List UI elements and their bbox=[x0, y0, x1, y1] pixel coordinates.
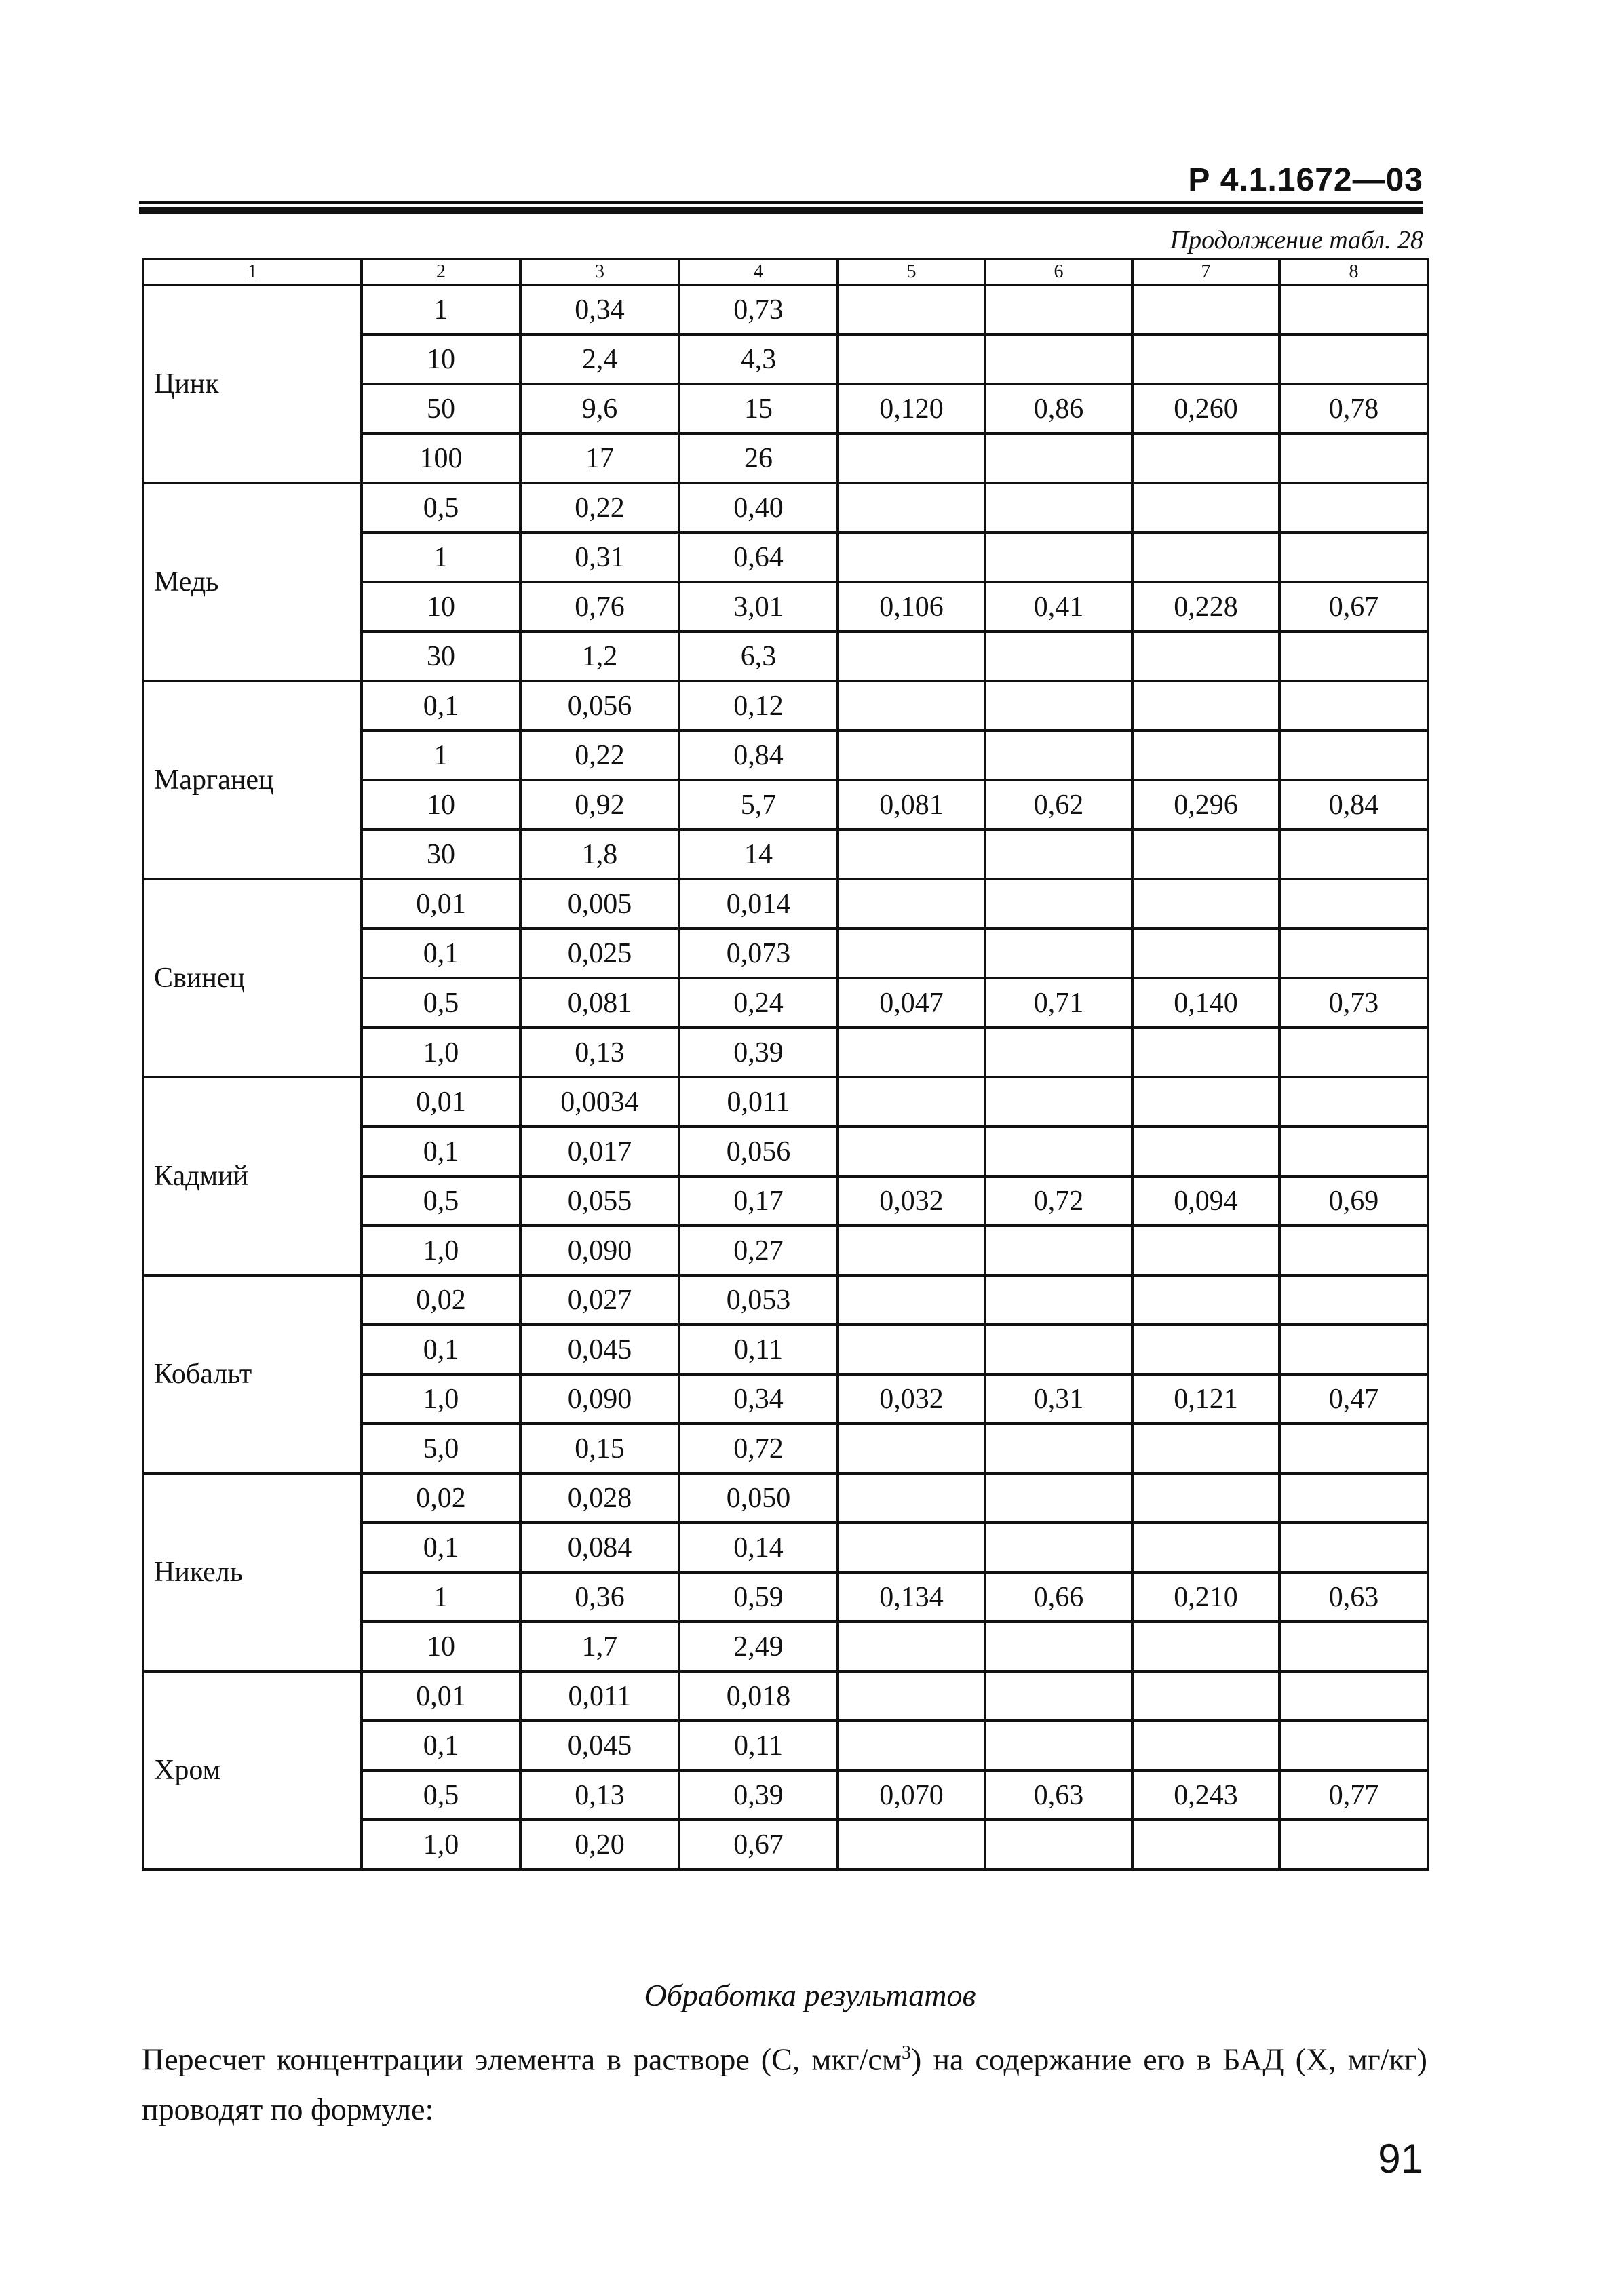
table-cell: 1,8 bbox=[520, 830, 679, 879]
table-cell bbox=[838, 1325, 985, 1374]
table-cell bbox=[838, 1671, 985, 1721]
table-cell: 1 bbox=[362, 285, 520, 334]
table-cell bbox=[1279, 334, 1428, 384]
table-cell: 0,41 bbox=[985, 582, 1132, 631]
table-cell: 0,056 bbox=[679, 1127, 838, 1176]
table-cell: 0,134 bbox=[838, 1572, 985, 1622]
table-cell: 0,22 bbox=[520, 731, 679, 780]
table-cell: 1 bbox=[362, 1572, 520, 1622]
table-cell: 0,014 bbox=[679, 879, 838, 929]
table-cell bbox=[1132, 631, 1279, 681]
table-cell bbox=[1279, 1523, 1428, 1572]
table-cell: 2,4 bbox=[520, 334, 679, 384]
table-cell bbox=[1279, 483, 1428, 532]
table-cell bbox=[1279, 532, 1428, 582]
column-number-header: 3 bbox=[520, 259, 679, 285]
table-cell: 0,5 bbox=[362, 978, 520, 1028]
table-cell bbox=[985, 1275, 1132, 1325]
table-cell: 0,070 bbox=[838, 1770, 985, 1820]
table-cell: 0,260 bbox=[1132, 384, 1279, 433]
table-cell: 0,72 bbox=[985, 1176, 1132, 1226]
table-cell: 0,094 bbox=[1132, 1176, 1279, 1226]
table-cell bbox=[838, 1226, 985, 1275]
table-cell: 0,31 bbox=[520, 532, 679, 582]
table-cell bbox=[838, 631, 985, 681]
table-cell: 0,028 bbox=[520, 1473, 679, 1523]
table-cell: 0,045 bbox=[520, 1721, 679, 1770]
table-cell: 0,027 bbox=[520, 1275, 679, 1325]
table-cell: 0,20 bbox=[520, 1820, 679, 1869]
table-cell bbox=[1132, 830, 1279, 879]
table-cell: 4,3 bbox=[679, 334, 838, 384]
table-cell: 100 bbox=[362, 433, 520, 483]
table-cell: 0,0034 bbox=[520, 1077, 679, 1127]
column-number-header: 2 bbox=[362, 259, 520, 285]
table-cell: 0,01 bbox=[362, 879, 520, 929]
table-cell: 1,0 bbox=[362, 1226, 520, 1275]
table-cell bbox=[1279, 285, 1428, 334]
table-cell bbox=[985, 1820, 1132, 1869]
table-cell: 0,31 bbox=[985, 1374, 1132, 1424]
table-cell bbox=[985, 1523, 1132, 1572]
table-cell bbox=[1279, 879, 1428, 929]
table-cell: 30 bbox=[362, 830, 520, 879]
table-row bbox=[143, 681, 1428, 731]
table-cell: 0,121 bbox=[1132, 1374, 1279, 1424]
table-cell: 0,66 bbox=[985, 1572, 1132, 1622]
table-cell: 1,0 bbox=[362, 1374, 520, 1424]
column-number-header: 1 bbox=[143, 259, 362, 285]
table-cell: 0,11 bbox=[679, 1325, 838, 1374]
table-cell: 26 bbox=[679, 433, 838, 483]
table-cell bbox=[1132, 1226, 1279, 1275]
superscript-3: 3 bbox=[901, 2042, 911, 2063]
table-cell: 0,76 bbox=[520, 582, 679, 631]
table-cell bbox=[985, 1424, 1132, 1473]
table-cell: 0,032 bbox=[838, 1374, 985, 1424]
element-name-cell: Хром bbox=[143, 1671, 362, 1869]
table-cell: 0,39 bbox=[679, 1028, 838, 1077]
table-cell bbox=[838, 285, 985, 334]
table-cell: 14 bbox=[679, 830, 838, 879]
table-cell: 0,34 bbox=[679, 1374, 838, 1424]
table-cell: 0,86 bbox=[985, 384, 1132, 433]
table-cell: 0,72 bbox=[679, 1424, 838, 1473]
table-cell bbox=[1132, 1622, 1279, 1671]
table-cell: 0,1 bbox=[362, 1325, 520, 1374]
table-cell: 0,73 bbox=[1279, 978, 1428, 1028]
data-table bbox=[142, 258, 1429, 1871]
table-cell: 0,073 bbox=[679, 929, 838, 978]
table-cell: 0,084 bbox=[520, 1523, 679, 1572]
table-cell bbox=[1279, 1622, 1428, 1671]
table-cell: 0,12 bbox=[679, 681, 838, 731]
table-row bbox=[143, 1077, 1428, 1127]
table-cell bbox=[985, 731, 1132, 780]
table-cell bbox=[1279, 1820, 1428, 1869]
table-cell bbox=[1279, 1721, 1428, 1770]
table-cell bbox=[985, 483, 1132, 532]
table-cell bbox=[1132, 1275, 1279, 1325]
table-cell bbox=[838, 334, 985, 384]
paragraph-text-start: Пересчет концентрации элемента в растворе (С, мкг/см bbox=[142, 2042, 902, 2077]
table-cell: 0,1 bbox=[362, 929, 520, 978]
table-cell bbox=[838, 532, 985, 582]
element-name-cell: Никель bbox=[143, 1473, 362, 1671]
table-cell bbox=[838, 1523, 985, 1572]
table-cell bbox=[1132, 681, 1279, 731]
table-cell: 0,011 bbox=[679, 1077, 838, 1127]
table-cell: 0,15 bbox=[520, 1424, 679, 1473]
table-cell: 0,5 bbox=[362, 483, 520, 532]
table-cell: 0,59 bbox=[679, 1572, 838, 1622]
table-cell: 0,02 bbox=[362, 1275, 520, 1325]
table-cell: 9,6 bbox=[520, 384, 679, 433]
table-cell bbox=[1279, 1275, 1428, 1325]
table-cell bbox=[1279, 1127, 1428, 1176]
table-cell bbox=[838, 1077, 985, 1127]
table-row bbox=[143, 879, 1428, 929]
table-row bbox=[143, 1671, 1428, 1721]
document-code: Р 4.1.1672—03 bbox=[1188, 162, 1423, 198]
table-cell: 0,84 bbox=[679, 731, 838, 780]
column-number-header: 5 bbox=[838, 259, 985, 285]
table-cell bbox=[985, 681, 1132, 731]
table-cell: 0,47 bbox=[1279, 1374, 1428, 1424]
table-cell: 10 bbox=[362, 1622, 520, 1671]
table-cell bbox=[1132, 334, 1279, 384]
table-continuation-label: Продолжение табл. 28 bbox=[1170, 226, 1423, 254]
table-cell bbox=[1279, 1226, 1428, 1275]
table-cell bbox=[1132, 1127, 1279, 1176]
table-cell: 0,63 bbox=[1279, 1572, 1428, 1622]
table-cell: 3,01 bbox=[679, 582, 838, 631]
table-cell: 0,64 bbox=[679, 532, 838, 582]
table-cell bbox=[985, 1028, 1132, 1077]
table-cell bbox=[1132, 532, 1279, 582]
paragraph-text-end: ) на содержание его в БАД (X, мг/кг) проводят по формуле: bbox=[142, 2042, 1427, 2127]
table-cell: 0,1 bbox=[362, 1127, 520, 1176]
table-cell bbox=[838, 1820, 985, 1869]
table-cell bbox=[1132, 1028, 1279, 1077]
table-cell: 0,056 bbox=[520, 681, 679, 731]
table-cell: 0,090 bbox=[520, 1374, 679, 1424]
element-name-cell: Кобальт bbox=[143, 1275, 362, 1473]
table-row bbox=[143, 483, 1428, 532]
table-cell bbox=[1279, 1473, 1428, 1523]
table-cell: 1,2 bbox=[520, 631, 679, 681]
table-cell: 10 bbox=[362, 582, 520, 631]
table-cell: 0,032 bbox=[838, 1176, 985, 1226]
table-cell bbox=[1279, 433, 1428, 483]
table-cell: 0,27 bbox=[679, 1226, 838, 1275]
table-cell bbox=[838, 681, 985, 731]
table-cell bbox=[1132, 1721, 1279, 1770]
table-cell bbox=[985, 285, 1132, 334]
table-cell bbox=[1132, 1325, 1279, 1374]
table-cell: 0,84 bbox=[1279, 780, 1428, 830]
table-cell: 0,210 bbox=[1132, 1572, 1279, 1622]
table-cell bbox=[1279, 1325, 1428, 1374]
table-cell: 0,1 bbox=[362, 1721, 520, 1770]
header-rule-thick bbox=[139, 207, 1423, 214]
table-cell bbox=[1132, 1424, 1279, 1473]
header-rule bbox=[139, 201, 1423, 214]
table-cell: 1 bbox=[362, 731, 520, 780]
table-cell bbox=[1132, 1077, 1279, 1127]
body-paragraph bbox=[142, 2028, 1427, 2135]
table-cell bbox=[1279, 631, 1428, 681]
table-cell: 0,01 bbox=[362, 1077, 520, 1127]
column-number-header: 8 bbox=[1279, 259, 1428, 285]
section-title: Обработка результатов bbox=[644, 1978, 976, 2012]
table-cell: 0,39 bbox=[679, 1770, 838, 1820]
page-number: 91 bbox=[1378, 2136, 1423, 2181]
table-cell: 0,296 bbox=[1132, 780, 1279, 830]
table-cell: 50 bbox=[362, 384, 520, 433]
table-cell bbox=[985, 929, 1132, 978]
table-cell bbox=[1132, 731, 1279, 780]
element-name-cell: Марганец bbox=[143, 681, 362, 879]
table-cell bbox=[1132, 1671, 1279, 1721]
table-cell: 1,0 bbox=[362, 1820, 520, 1869]
table-cell: 15 bbox=[679, 384, 838, 433]
table-cell bbox=[985, 1671, 1132, 1721]
table-cell bbox=[985, 830, 1132, 879]
table-cell: 0,011 bbox=[520, 1671, 679, 1721]
table-cell: 0,5 bbox=[362, 1176, 520, 1226]
table-cell: 0,69 bbox=[1279, 1176, 1428, 1226]
element-name-cell: Свинец bbox=[143, 879, 362, 1077]
table-cell: 0,22 bbox=[520, 483, 679, 532]
table-cell bbox=[1279, 731, 1428, 780]
table-cell bbox=[838, 1275, 985, 1325]
table-cell: 0,02 bbox=[362, 1473, 520, 1523]
table-cell: 0,5 bbox=[362, 1770, 520, 1820]
table-cell bbox=[1279, 1077, 1428, 1127]
table-cell bbox=[1279, 929, 1428, 978]
table-cell: 5,7 bbox=[679, 780, 838, 830]
table-cell: 0,081 bbox=[520, 978, 679, 1028]
table-row bbox=[143, 1275, 1428, 1325]
table-cell: 0,67 bbox=[679, 1820, 838, 1869]
table-cell: 0,106 bbox=[838, 582, 985, 631]
table-cell bbox=[985, 1622, 1132, 1671]
table-cell bbox=[1132, 1523, 1279, 1572]
table-body bbox=[143, 285, 1428, 1869]
table-cell bbox=[1132, 879, 1279, 929]
table-cell bbox=[985, 1226, 1132, 1275]
table-cell: 1,0 bbox=[362, 1028, 520, 1077]
table-cell: 0,13 bbox=[520, 1770, 679, 1820]
table-cell: 30 bbox=[362, 631, 520, 681]
table-cell bbox=[1132, 483, 1279, 532]
table-cell: 0,62 bbox=[985, 780, 1132, 830]
table-cell bbox=[838, 1622, 985, 1671]
table-cell: 0,73 bbox=[679, 285, 838, 334]
table-cell bbox=[985, 879, 1132, 929]
table-cell: 0,36 bbox=[520, 1572, 679, 1622]
table-cell: 0,63 bbox=[985, 1770, 1132, 1820]
table-cell: 0,67 bbox=[1279, 582, 1428, 631]
table-cell: 0,243 bbox=[1132, 1770, 1279, 1820]
table-cell bbox=[985, 631, 1132, 681]
table-cell bbox=[838, 1473, 985, 1523]
table-cell bbox=[985, 1721, 1132, 1770]
table-cell: 17 bbox=[520, 433, 679, 483]
table-cell bbox=[1132, 929, 1279, 978]
column-number-header: 4 bbox=[679, 259, 838, 285]
table-cell bbox=[838, 929, 985, 978]
table-cell bbox=[1279, 1671, 1428, 1721]
table-row bbox=[143, 285, 1428, 334]
element-name-cell: Медь bbox=[143, 483, 362, 681]
table-cell bbox=[1279, 1028, 1428, 1077]
table-cell: 0,055 bbox=[520, 1176, 679, 1226]
table-cell: 1 bbox=[362, 532, 520, 582]
table-cell bbox=[1279, 830, 1428, 879]
table-row bbox=[143, 1473, 1428, 1523]
table-cell: 0,018 bbox=[679, 1671, 838, 1721]
table-cell: 0,025 bbox=[520, 929, 679, 978]
table-cell bbox=[838, 433, 985, 483]
table-cell: 0,1 bbox=[362, 681, 520, 731]
element-name-cell: Цинк bbox=[143, 285, 362, 483]
table-cell: 0,053 bbox=[679, 1275, 838, 1325]
table-cell bbox=[838, 1028, 985, 1077]
column-number-header: 7 bbox=[1132, 259, 1279, 285]
table-cell bbox=[1132, 1473, 1279, 1523]
table-cell: 0,228 bbox=[1132, 582, 1279, 631]
table-cell bbox=[1132, 433, 1279, 483]
table-cell bbox=[1279, 1424, 1428, 1473]
header-rule-thin bbox=[139, 201, 1423, 204]
table-cell: 0,005 bbox=[520, 879, 679, 929]
table-cell bbox=[985, 1325, 1132, 1374]
table-cell: 0,71 bbox=[985, 978, 1132, 1028]
table-cell bbox=[1279, 681, 1428, 731]
table-cell: 0,11 bbox=[679, 1721, 838, 1770]
table-cell bbox=[838, 830, 985, 879]
table-cell bbox=[985, 1473, 1132, 1523]
table-cell: 0,1 bbox=[362, 1523, 520, 1572]
table-cell: 0,77 bbox=[1279, 1770, 1428, 1820]
table-cell: 0,017 bbox=[520, 1127, 679, 1176]
table-cell: 1,7 bbox=[520, 1622, 679, 1671]
table-cell bbox=[985, 433, 1132, 483]
table-cell: 0,081 bbox=[838, 780, 985, 830]
table-cell bbox=[1132, 1820, 1279, 1869]
table-cell: 10 bbox=[362, 780, 520, 830]
table-cell: 0,045 bbox=[520, 1325, 679, 1374]
table-cell bbox=[838, 483, 985, 532]
table-cell: 2,49 bbox=[679, 1622, 838, 1671]
table-cell: 0,40 bbox=[679, 483, 838, 532]
table-cell bbox=[985, 334, 1132, 384]
element-name-cell: Кадмий bbox=[143, 1077, 362, 1275]
table-cell: 0,090 bbox=[520, 1226, 679, 1275]
table-cell: 0,120 bbox=[838, 384, 985, 433]
table-cell bbox=[985, 1077, 1132, 1127]
table-cell: 0,047 bbox=[838, 978, 985, 1028]
table-cell: 0,24 bbox=[679, 978, 838, 1028]
table-cell: 0,050 bbox=[679, 1473, 838, 1523]
table-cell: 0,140 bbox=[1132, 978, 1279, 1028]
table-cell: 5,0 bbox=[362, 1424, 520, 1473]
table-cell: 0,01 bbox=[362, 1671, 520, 1721]
table-cell bbox=[838, 879, 985, 929]
table-cell: 0,78 bbox=[1279, 384, 1428, 433]
table-cell: 0,14 bbox=[679, 1523, 838, 1572]
table-cell: 6,3 bbox=[679, 631, 838, 681]
table-cell: 10 bbox=[362, 334, 520, 384]
table-cell: 0,92 bbox=[520, 780, 679, 830]
table-cell bbox=[838, 1424, 985, 1473]
table-cell: 0,13 bbox=[520, 1028, 679, 1077]
table-cell bbox=[985, 1127, 1132, 1176]
table-cell bbox=[838, 1721, 985, 1770]
column-number-row bbox=[143, 259, 1428, 285]
table-cell: 0,34 bbox=[520, 285, 679, 334]
table-cell bbox=[838, 1127, 985, 1176]
column-number-header: 6 bbox=[985, 259, 1132, 285]
table-cell bbox=[1132, 285, 1279, 334]
table-cell bbox=[838, 731, 985, 780]
table-cell: 0,17 bbox=[679, 1176, 838, 1226]
table-cell bbox=[985, 532, 1132, 582]
